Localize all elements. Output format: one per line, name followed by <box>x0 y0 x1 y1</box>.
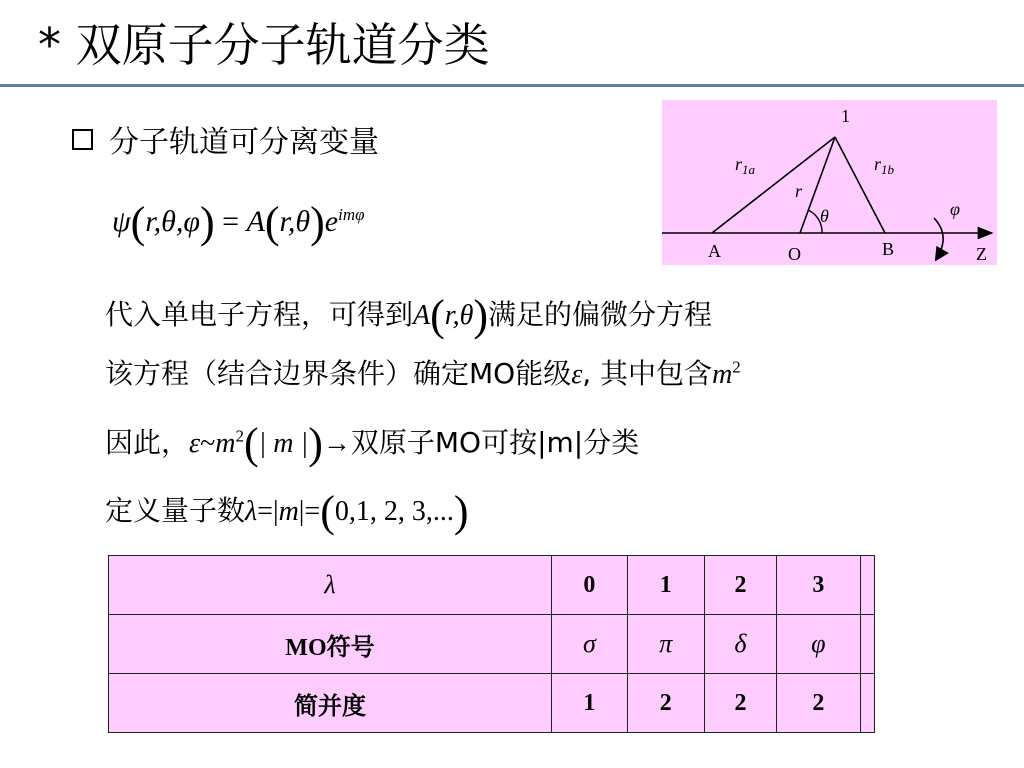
wavefunction-equation <box>112 197 365 248</box>
label-A: A <box>708 241 721 261</box>
line-r1a <box>712 137 835 233</box>
bullet-item <box>72 117 379 161</box>
l3-m: m <box>215 428 236 459</box>
l4-m: m <box>278 496 299 527</box>
table-row <box>109 674 875 733</box>
l3-tilde: ~ <box>200 428 216 459</box>
table-cell: 0 <box>551 556 627 615</box>
l3-paren-open: ( <box>243 419 259 468</box>
eq-A: A <box>246 205 265 238</box>
label-1: 1 <box>841 106 850 126</box>
table-cell: 1 <box>551 674 627 733</box>
table-cell: λ <box>109 556 552 615</box>
table-cell: 3 <box>777 556 860 615</box>
l4-pre: 定义量子数 <box>105 494 246 527</box>
eq-args-left: r,θ,φ <box>145 205 200 238</box>
table-row <box>109 615 875 674</box>
mo-classification-table <box>108 555 875 733</box>
eq-psi: ψ <box>112 205 131 238</box>
text-line-2 <box>105 352 741 392</box>
l2-pre: 该方程（结合边界条件）确定MO能级 <box>105 357 572 390</box>
l2-eps: ε <box>571 359 583 390</box>
l2-mid: , 其中包含 <box>582 357 713 390</box>
text-line-1 <box>105 290 712 341</box>
eq-args-right: r,θ <box>279 205 311 238</box>
l1-post: 满足的偏微分方程 <box>487 298 712 331</box>
l1-paren-open: ( <box>430 291 445 340</box>
table-cell: 2 <box>627 674 704 733</box>
l4-values: 0,1, 2, 3,... <box>334 496 454 527</box>
table-cell: 1 <box>627 556 704 615</box>
diagram-svg <box>662 100 997 265</box>
l4-paren-open: ( <box>320 487 335 536</box>
l4-lambda: λ <box>245 496 258 527</box>
label-r1b: $r_{1b}$ <box>874 154 895 177</box>
eq-paren-open: ( <box>130 198 146 247</box>
label-r1a: $r_{1a}$ <box>735 154 756 177</box>
eq-paren-open-2: ( <box>264 198 280 247</box>
checkbox-bullet-icon <box>72 129 93 150</box>
title-divider <box>0 84 1024 87</box>
table-row <box>109 556 875 615</box>
label-theta: θ <box>820 206 829 226</box>
table-cell: MO符号 <box>109 615 552 674</box>
table-cell <box>860 674 874 733</box>
page-title: * 双原子分子轨道分类 <box>38 18 490 72</box>
l3-paren-close: ) <box>308 419 323 468</box>
text-line-3 <box>105 418 639 469</box>
line-r1b <box>835 137 885 233</box>
l3-pre: 因此， <box>105 426 190 459</box>
l3-absm: | m | <box>258 428 309 459</box>
l3-arrow: → <box>322 428 351 459</box>
l3-eps: ε <box>189 428 201 459</box>
label-r: r <box>795 181 803 201</box>
phi-arc <box>934 218 943 256</box>
table-cell: π <box>627 615 704 674</box>
l2-sup: 2 <box>732 357 741 377</box>
table-cell: 2 <box>704 674 776 733</box>
table-cell: 2 <box>777 674 860 733</box>
eq-paren-close-2: ) <box>310 198 325 247</box>
l4-eq: =| <box>257 496 279 527</box>
l2-m: m <box>712 359 733 390</box>
coordinate-diagram <box>662 100 997 265</box>
label-B: B <box>882 239 895 259</box>
l1-args: r,θ <box>444 300 474 331</box>
table-cell: σ <box>551 615 627 674</box>
label-phi: φ <box>950 199 960 219</box>
text-line-4 <box>105 486 469 537</box>
l1-pre: 代入单电子方程，可得到 <box>105 298 414 331</box>
table-cell: δ <box>704 615 776 674</box>
eq-equals: = <box>214 205 247 238</box>
eq-exponent: imφ <box>338 205 365 224</box>
eq-e: e <box>324 205 339 238</box>
table-cell: φ <box>777 615 860 674</box>
l4-paren-close: ) <box>453 487 469 536</box>
l1-A: A <box>413 300 431 331</box>
l4-eq2: |= <box>298 496 321 527</box>
table-cell <box>860 556 874 615</box>
l3-post: 双原子MO可按|m|分类 <box>350 426 640 459</box>
l1-paren-close: ) <box>473 291 488 340</box>
bullet-text: 分子轨道可分离变量 <box>109 125 379 160</box>
label-Z: Z <box>976 244 987 264</box>
l3-sup: 2 <box>235 426 244 446</box>
eq-paren-close: ) <box>199 198 215 247</box>
table-cell: 2 <box>704 556 776 615</box>
table-cell: 简并度 <box>109 674 552 733</box>
table-cell <box>860 615 874 674</box>
label-O: O <box>788 244 801 264</box>
